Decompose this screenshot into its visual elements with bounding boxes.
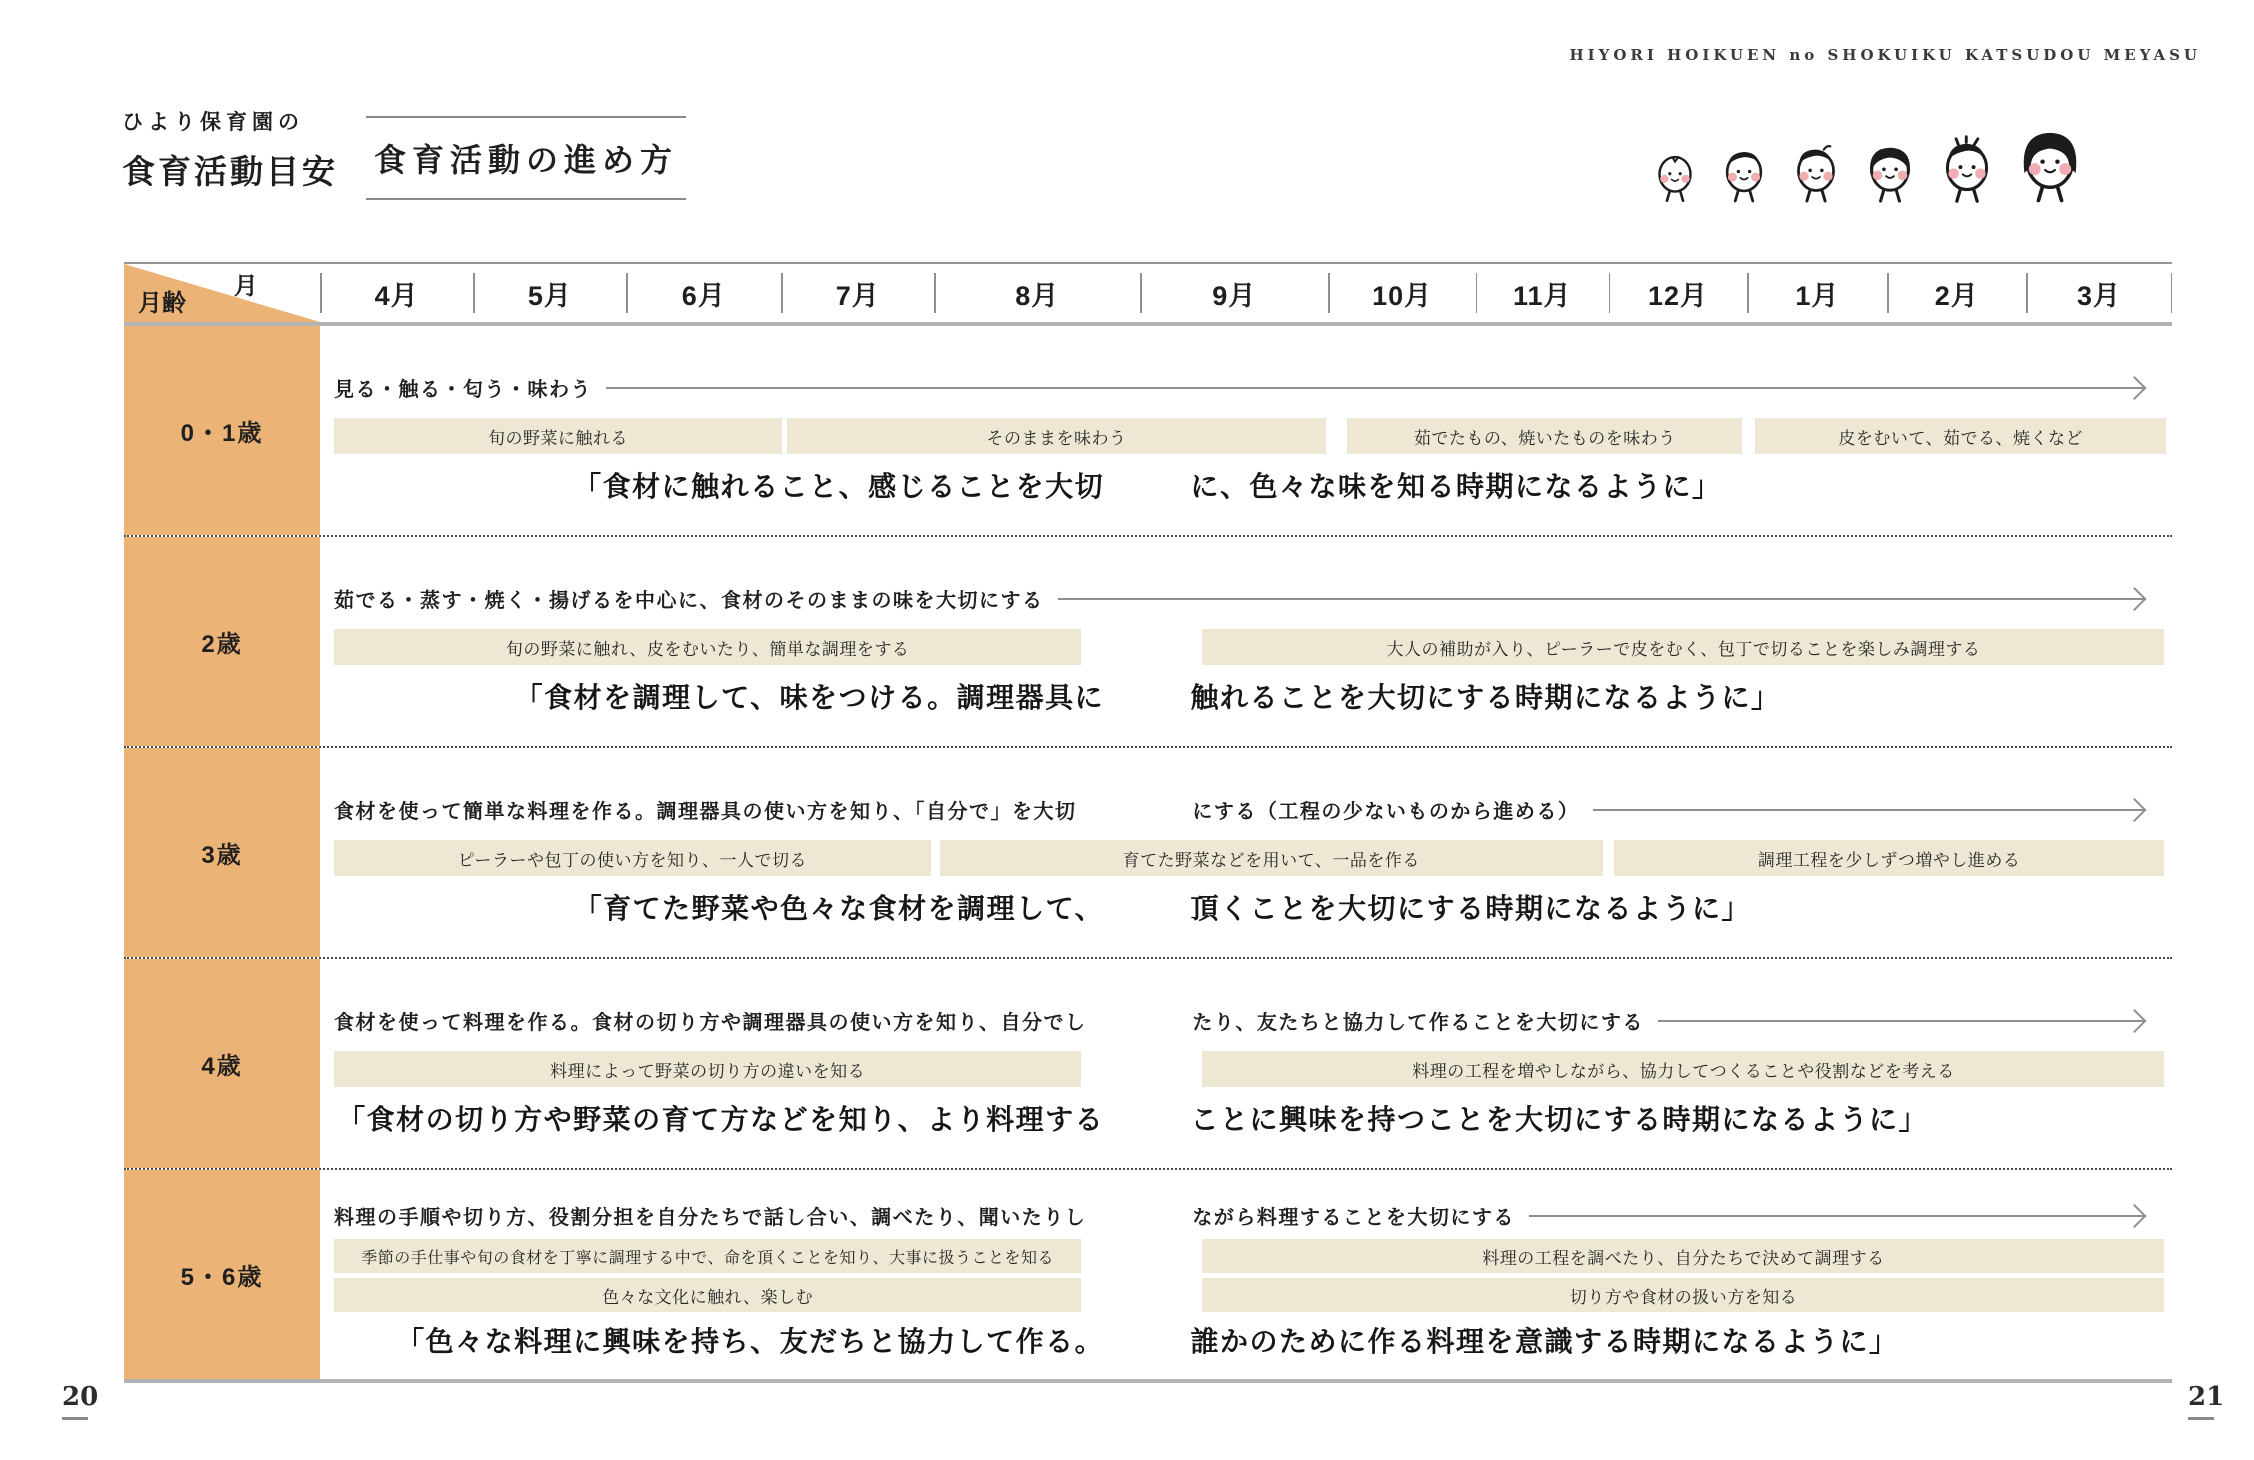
activity-bar: 切り方や食材の扱い方を知る: [1202, 1278, 2164, 1312]
activity-bar-line: [334, 418, 2170, 454]
age-row-content: [320, 326, 2172, 535]
table-corner-cell: [124, 264, 320, 322]
period-quote: [334, 1324, 2172, 1360]
age-row-content: [320, 748, 2172, 957]
face-icon-baby: [1652, 147, 1698, 210]
goal-text-right: にする（工程の少ないものから進める）: [1192, 800, 1580, 823]
page-title: 食育活動目安: [122, 153, 338, 190]
period-quote-right: 誰かのために作る料理を意識する時期になるように」: [1190, 1326, 1899, 1357]
activity-bar: ピーラーや包丁の使い方を知り、一人で切る: [334, 840, 931, 876]
activity-bar: 料理によって野菜の切り方の違いを知る: [334, 1051, 1081, 1087]
table-body: [124, 326, 2172, 1383]
face-icon-toddler: [1719, 143, 1769, 210]
activity-bar: 大人の補助が入り、ピーラーで皮をむく、包丁で切ることを楽しみ調理する: [1202, 629, 2164, 665]
period-quote-left: 「育てた野菜や色々な食材を調理して、: [573, 893, 1105, 924]
period-quote-left: 「色々な料理に興味を持ち、友だちと協力して作る。: [396, 1326, 1105, 1357]
age-label: 2歳: [124, 537, 320, 746]
goal-lead-line: [334, 1005, 2172, 1035]
shokuiku-timeline-table: [124, 262, 2172, 1383]
face-icon-boy-spiky: [1938, 135, 1996, 210]
activity-bar: 季節の手仕事や旬の食材を丁寧に調理する中で、命を頂くことを知り、大事に扱うことを知る: [334, 1239, 1081, 1273]
month-header-cell-8: 11月: [1476, 264, 1609, 322]
period-quote-left: 「食材を調理して、味をつける。調理器具に: [514, 682, 1105, 713]
period-quote: [334, 1102, 2172, 1138]
activity-bar: 調理工程を少しずつ増やし進める: [1614, 840, 2165, 876]
month-header-cell-4: 7月: [781, 264, 934, 322]
page-title-block: [122, 106, 338, 193]
period-quote-right: 頂くことを大切にする時期になるように」: [1190, 893, 1751, 924]
activity-bar: そのままを味わう: [787, 418, 1327, 454]
goal-text-left: 食材を使って簡単な料理を作る。調理器具の使い方を知り、「自分で」を大切: [334, 800, 1077, 823]
period-quote: [334, 680, 2172, 716]
activity-bar-line: [334, 840, 2170, 876]
goal-text: 見る・触る・匂う・味わう: [334, 378, 592, 401]
page-number-left-value: 20: [62, 1382, 99, 1412]
activity-bar-line: [334, 629, 2170, 665]
period-quote-left: 「食材に触れること、感じることを大切: [573, 471, 1105, 502]
goal-text: 茹でる・蒸す・焼く・揚げるを中心に、食材のそのままの味を大切にする: [334, 589, 1044, 612]
activity-bar: 旬の野菜に触れる: [334, 418, 782, 454]
corner-age-label: 月齢: [138, 290, 186, 317]
month-header-cell-9: 12月: [1609, 264, 1748, 322]
activity-bar: 旬の野菜に触れ、皮をむいたり、簡単な調理をする: [334, 629, 1081, 665]
period-quote-right: 触れることを大切にする時期になるように」: [1190, 682, 1781, 713]
goal-text-left: 料理の手順や切り方、役割分担を自分たちで話し合い、調べたり、聞いたりし: [334, 1206, 1087, 1229]
activity-bar: 色々な文化に触れ、楽しむ: [334, 1278, 1081, 1312]
timeline-arrow-icon: [1058, 598, 2145, 601]
activity-bar: 料理の工程を調べたり、自分たちで決めて調理する: [1202, 1239, 2164, 1273]
month-header-cell-5: 8月: [934, 264, 1140, 322]
section-title-box: [366, 116, 686, 200]
period-quote: [334, 891, 2172, 927]
age-row-content: [320, 537, 2172, 746]
activity-bar: 茹でたもの、焼いたものを味わう: [1347, 418, 1742, 454]
month-header-cell-11: 2月: [1887, 264, 2026, 322]
activity-bar: 皮をむいて、茹でる、焼くなど: [1755, 418, 2166, 454]
goal-lead-line: [334, 794, 2172, 824]
age-row-content: [320, 959, 2172, 1168]
age-label: 0・1歳: [124, 326, 320, 535]
month-header-cell-10: 1月: [1747, 264, 1887, 322]
timeline-arrow-icon: [1593, 809, 2144, 812]
goal-text-left: 食材を使って料理を作る。食材の切り方や調理器具の使い方を知り、自分でし: [334, 1011, 1087, 1034]
face-icon-boy-short-hair: [1790, 141, 1842, 210]
children-faces-illustration: [1652, 116, 2083, 210]
month-header-cell-1: 4月: [320, 264, 473, 322]
month-header-row: [124, 262, 2172, 326]
page-number-right: [2188, 1382, 2224, 1420]
activity-bar-line: [334, 1239, 2170, 1273]
goal-lead-line: [334, 1200, 2172, 1230]
page-number-rule: [2188, 1417, 2214, 1420]
age-row-3: [124, 748, 2172, 959]
corner-month-label: 月: [233, 273, 258, 300]
timeline-arrow-icon: [1529, 1215, 2144, 1218]
period-quote-right: に、色々な味を知る時期になるように」: [1190, 471, 1722, 502]
age-row-4: [124, 959, 2172, 1170]
face-icon-girl-bob: [1863, 139, 1917, 210]
month-header-cell-7: 10月: [1328, 264, 1475, 322]
page-number-left: [62, 1382, 98, 1420]
goal-text-right: たり、友たちと協力して作ることを大切にする: [1192, 1011, 1644, 1034]
month-header-cell-3: 6月: [626, 264, 781, 322]
activity-bar-line: [334, 1051, 2170, 1087]
page-header-caption: HIYORI HOIKUEN no SHOKUIKU KATSUDOU MEYASU: [1569, 46, 2201, 64]
activity-bar-line: [334, 1278, 2170, 1312]
age-row-content: [320, 1170, 2172, 1379]
page-number-right-value: 21: [2188, 1382, 2225, 1412]
section-title: 食育活動の進め方: [373, 142, 678, 178]
age-label: 5・6歳: [124, 1170, 320, 1379]
goal-text-right: ながら料理することを大切にする: [1192, 1206, 1515, 1229]
page-number-rule: [62, 1417, 88, 1420]
activity-bar: 料理の工程を増やしながら、協力してつくることや役割などを考える: [1202, 1051, 2164, 1087]
age-row-2: [124, 537, 2172, 748]
period-quote-left: 「食材の切り方や野菜の育て方などを知り、より料理する: [337, 1104, 1105, 1135]
face-icon-girl-long-bob: [2017, 125, 2083, 210]
period-quote-right: ことに興味を持つことを大切にする時期になるように」: [1190, 1104, 1928, 1135]
page-title-small: ひより保育園の: [122, 111, 304, 134]
month-header-cell-2: 5月: [473, 264, 626, 322]
period-quote: [334, 469, 2172, 505]
month-header-cell-12: 3月: [2026, 264, 2172, 322]
timeline-arrow-icon: [1658, 1020, 2144, 1023]
activity-bar: 育てた野菜などを用いて、一品を作る: [940, 840, 1603, 876]
age-row-1: [124, 326, 2172, 537]
goal-lead-line: [334, 583, 2172, 613]
age-row-5: [124, 1170, 2172, 1379]
timeline-arrow-icon: [606, 387, 2144, 390]
age-label: 4歳: [124, 959, 320, 1168]
age-label: 3歳: [124, 748, 320, 957]
goal-lead-line: [334, 372, 2172, 402]
month-header-cell-6: 9月: [1140, 264, 1328, 322]
